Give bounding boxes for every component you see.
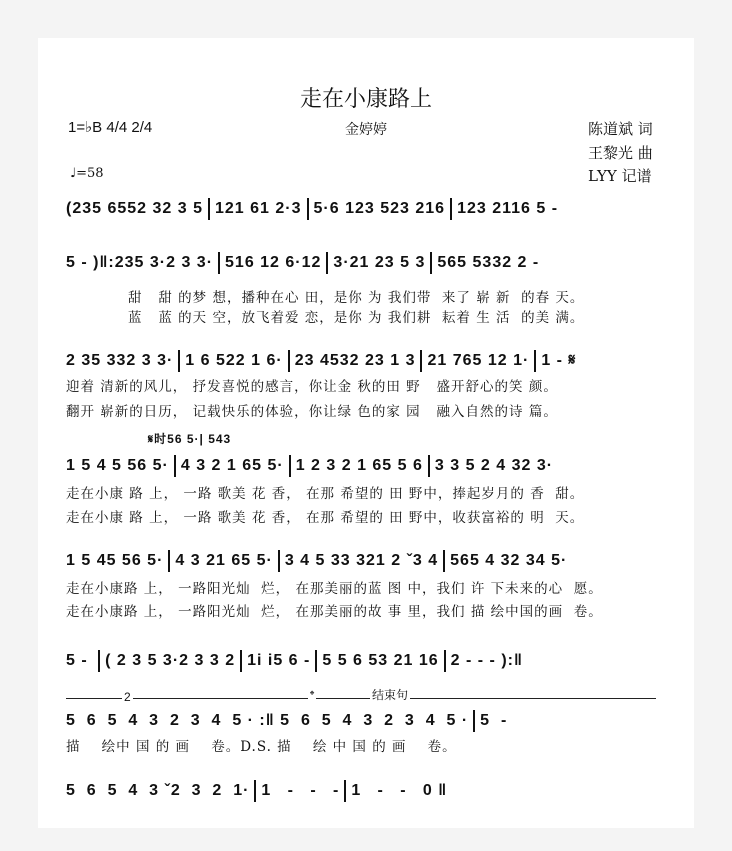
lyrics-verse-2: 走在小康路 上， 一路阳光灿 烂， 在那美丽的故 事 里，我们 描 绘中国的画 卷。 (66, 604, 603, 620)
barline (288, 350, 290, 372)
notation-row (66, 780, 447, 802)
barline (428, 455, 430, 477)
barline (254, 780, 256, 802)
lyrics-verse-1: 走在小康 路 上， 一路 歌美 花 香， 在那 希望的 田 野中，捧起岁月的 香 甜。 (66, 486, 585, 502)
measure: 21 765 12 1· (427, 352, 530, 370)
tempo-marking: ♩=58 (70, 166, 104, 181)
lyrics-verse-2: 蓝 蓝 的天 空，放飞着爱 恋，是你 为 我们耕 耘着 生 活 的美 满。 (128, 310, 585, 326)
ending-label: 结束句 (372, 688, 409, 702)
notation-by: LYY 记谱 (588, 167, 652, 185)
measure: ( 2 3 5 3·2 3 3 2 (105, 652, 236, 670)
barline (168, 550, 170, 572)
measure: 1 5 45 56 5· (66, 552, 164, 570)
volta-number: 2 (124, 690, 131, 704)
barline (240, 650, 242, 672)
lyrics-verse-1: 迎着 清新的风儿， 抒发喜悦的感言，你让金 秋的田 野 盛开舒心的笑 颜。 (66, 379, 558, 395)
notation-row (66, 550, 567, 572)
barline (178, 350, 180, 372)
measure: 516 12 6·12 (225, 254, 322, 272)
barline (430, 252, 432, 274)
composer: 王黎光 曲 (588, 144, 653, 162)
measure: 5 6 5 4 3 ˇ2 3 2 1· (66, 782, 250, 800)
barline (218, 252, 220, 274)
barline (326, 252, 328, 274)
barline (174, 455, 176, 477)
measure: 1 6 522 1 6· (185, 352, 283, 370)
measure: 1 - 𝄋 (541, 352, 577, 370)
measure: 1 - - 0 ‖ (351, 782, 448, 800)
measure: 1 - - - (261, 782, 340, 800)
notation-row (66, 252, 539, 274)
measure: 121 61 2·3 (215, 200, 302, 218)
barline (420, 350, 422, 372)
measure: 565 4 32 34 5· (450, 552, 568, 570)
measure: 5 5 6 53 21 16 (322, 652, 439, 670)
key-signature: 1=♭B 4/4 2/4 (68, 119, 153, 136)
notation-row (66, 198, 558, 220)
barline (208, 198, 210, 220)
coda-sign: 𝄌 (310, 688, 315, 702)
barline (344, 780, 346, 802)
measure: 4 3 21 65 5· (175, 552, 273, 570)
barline (307, 198, 309, 220)
notation-row (66, 710, 507, 732)
measure: 23 4532 23 1 3 (294, 352, 416, 370)
lyrics-verse-2: 走在小康 路 上， 一路 歌美 花 香， 在那 希望的 田 野中，收获富裕的 明 天。 (66, 510, 585, 526)
barline (534, 350, 536, 372)
lyricist: 陈道斌 词 (588, 120, 653, 138)
singer: 金婷婷 (345, 122, 387, 138)
barline (289, 455, 291, 477)
measure: 565 5332 2 - (437, 254, 540, 272)
lyrics-verse-2: 翻开 崭新的日历， 记载快乐的体验，你让绿 色的家 园 融入自然的诗 篇。 (66, 404, 558, 420)
measure: 5 6 5 4 3 2 3 4 5 · :‖ 5 6 5 4 3 2 3 4 5 · (66, 712, 469, 730)
barline (473, 710, 475, 732)
lyrics-verse-1: 甜 甜 的梦 想，播种在心 田，是你 为 我们带 来了 崭 新 的春 天。 (128, 290, 585, 306)
measure: 5·6 123 523 216 (313, 200, 446, 218)
measure: 5 - (480, 712, 508, 730)
barline (278, 550, 280, 572)
song-title: 走在小康路上 (299, 87, 432, 112)
notation-row (66, 455, 553, 477)
dal-segno-variant: 𝄋时56 5·| 543 (148, 432, 232, 446)
barline (444, 650, 446, 672)
measure: 1 5 4 5 56 5· (66, 457, 169, 475)
barline (443, 550, 445, 572)
barline (315, 650, 317, 672)
measure: 3·21 23 5 3 (333, 254, 426, 272)
lyrics-verse-1: 描 绘中 国 的 画 卷。D.S. 描 绘 中 国 的 画 卷。 (66, 739, 457, 755)
notation-row (66, 350, 576, 372)
measure: (235 6552 32 3 5 (66, 200, 203, 218)
measure: 123 2116 5 - (457, 200, 559, 218)
measure: 2 - - - ):‖ (450, 652, 523, 670)
barline (98, 650, 100, 672)
barline (450, 198, 452, 220)
measure: 5 - (66, 652, 94, 670)
measure: 1i i5 6 - (247, 652, 311, 670)
lyrics-verse-1: 走在小康路 上， 一路阳光灿 烂， 在那美丽的蓝 图 中，我们 许 下未来的心 愿。 (66, 581, 603, 597)
notation-row (66, 650, 523, 672)
measure: 4 3 2 1 65 5· (180, 457, 284, 475)
measure: 5 - )‖:235 3·2 3 3· (66, 254, 214, 272)
volta-bracket (66, 698, 656, 699)
measure: 3 4 5 33 321 2 ˇ3 4 (284, 552, 439, 570)
measure: 3 3 5 2 4 32 3· (434, 457, 554, 475)
measure: 2 35 332 3 3· (66, 352, 174, 370)
measure: 1 2 3 2 1 65 5 6 (295, 457, 423, 475)
